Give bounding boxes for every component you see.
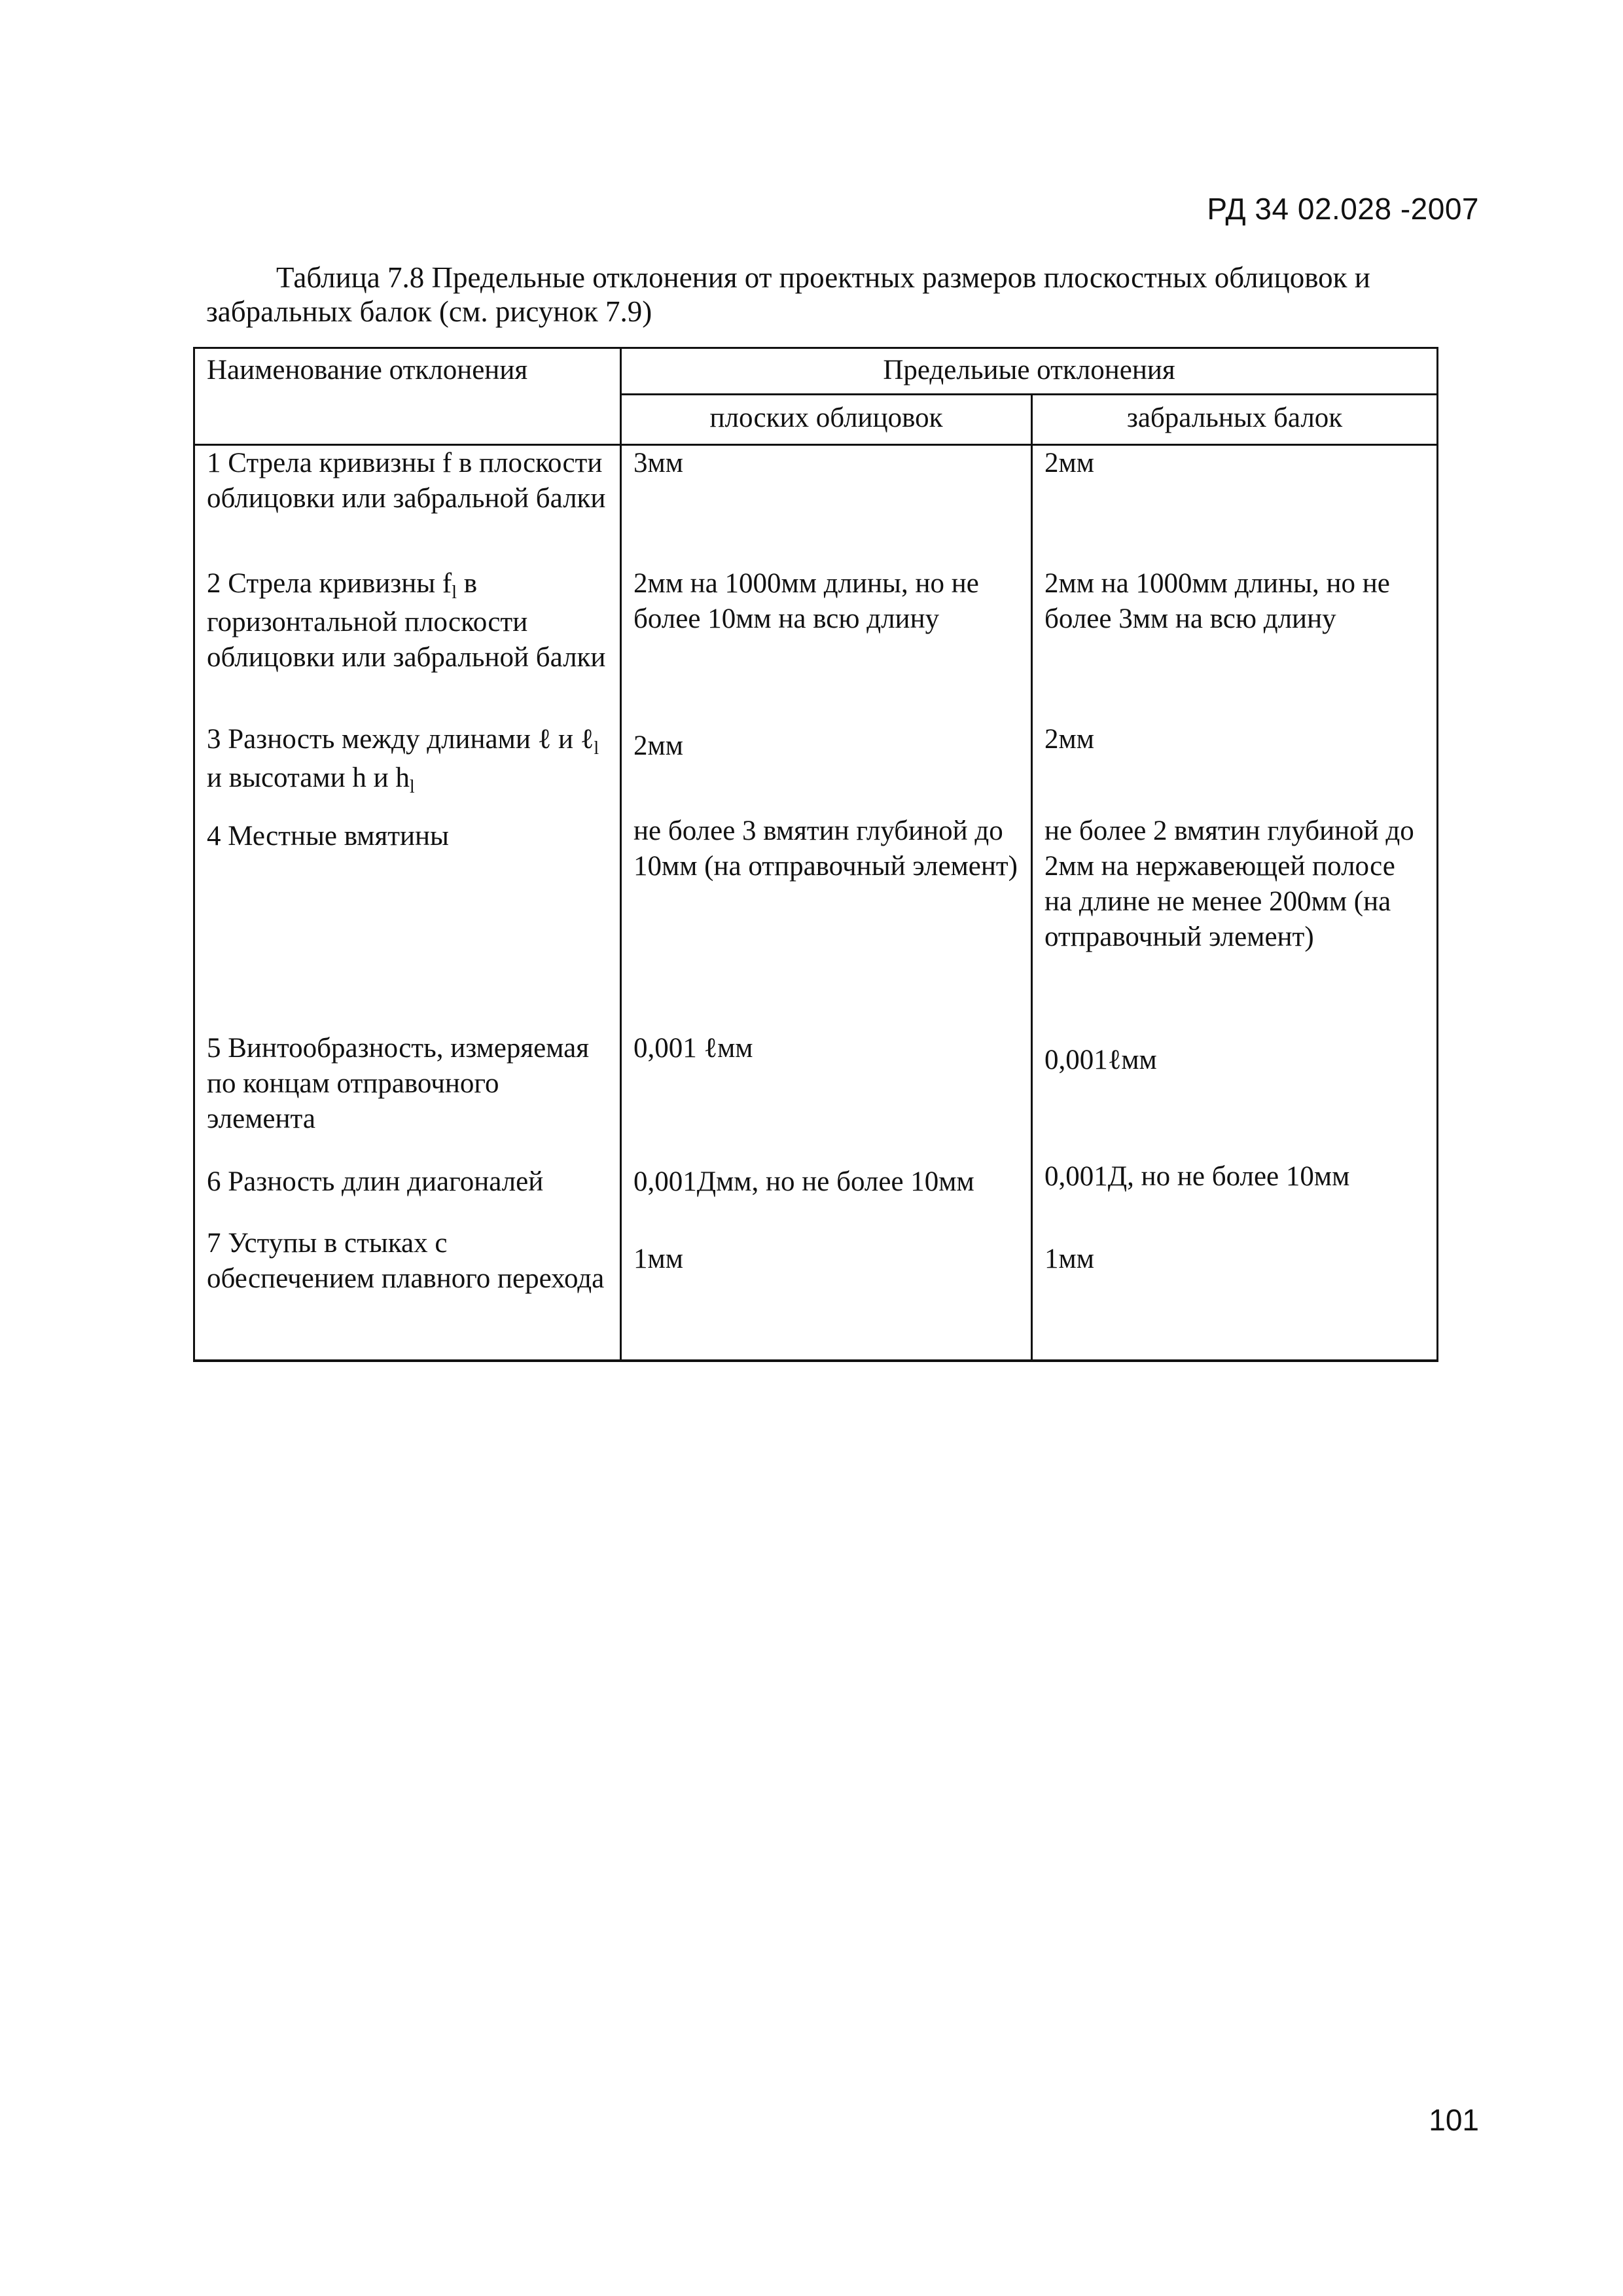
table-row [194,445,1438,567]
header-deviation-name: Наименование отклонения [194,348,621,445]
table-row [194,1159,1438,1225]
row-flat-value: 2мм на 1000мм длины, но не более 10мм на всю длину [621,566,1032,722]
row-flat-value: 3мм [621,445,1032,567]
row-name: 1 Стрела кривизны f в плоскости облицовки или забральной балки [194,445,621,567]
row-beam-value: не более 2 вмятин глубиной до 2мм на нержавеющей полосе на длине не менее 200мм (на отправочный элемент) [1032,814,1438,1031]
row-beam-value: 1мм [1032,1225,1438,1361]
row-flat-value: 1мм [621,1225,1032,1361]
row-beam-value: 2мм [1032,445,1438,567]
table-row [194,566,1438,722]
document-code: РД 34 02.028 -2007 [1207,192,1479,226]
row-beam-value: 2мм [1032,722,1438,814]
table-row [194,722,1438,814]
header-curtain-beams: забральных балок [1032,395,1438,445]
subscript: l [594,738,599,759]
row-flat-value: не более 3 вмятин глубиной до 10мм (на отправочный элемент) [621,814,1032,1031]
row-name-text: в горизонтальной плоскости облицовки или забральной балки [207,568,606,673]
subscript: l [452,583,457,603]
table-caption [206,260,1450,329]
row-name-text: и высотами h и h [207,762,410,793]
row-beam-value: 0,001ℓмм [1032,1031,1438,1159]
deviation-table [193,347,1438,1362]
header-flat-facings: плоских облицовок [621,395,1032,445]
subscript: l [409,777,415,797]
row-beam-value: 0,001Д, но не более 10мм [1032,1159,1438,1225]
row-name [194,722,621,814]
row-beam-value: 2мм на 1000мм длины, но не более 3мм на всю длину [1032,566,1438,722]
row-name: 4 Местные вмятины [194,814,621,1031]
row-flat-value: 0,001 ℓмм [621,1031,1032,1159]
table-row [194,814,1438,1031]
table-row [194,1031,1438,1159]
row-name: 7 Уступы в стыках с обеспечением плавного перехода [194,1225,621,1361]
table-row [194,1225,1438,1361]
row-name [194,566,621,722]
row-name-text: 3 Разность между длинами ℓ и ℓ [207,724,594,755]
row-name-text: 2 Стрела кривизны f [207,568,452,599]
row-name: 5 Винтообразность, измеряемая по концам отправочного элемента [194,1031,621,1159]
table-caption-line-1: Таблица 7.8 Предельные отклонения от проектных размеров плоскостных облицовок и [276,261,1370,294]
row-flat-value: 0,001Дмм, но не более 10мм [621,1159,1032,1225]
header-limit-deviations: Предельиые отклонения [621,348,1438,395]
table-caption-line-2: забральных балок (см. рисунок 7.9) [206,295,652,328]
page-number: 101 [1429,2103,1479,2137]
row-flat-value: 2мм [621,722,1032,814]
row-name: 6 Разность длин диагоналей [194,1159,621,1225]
